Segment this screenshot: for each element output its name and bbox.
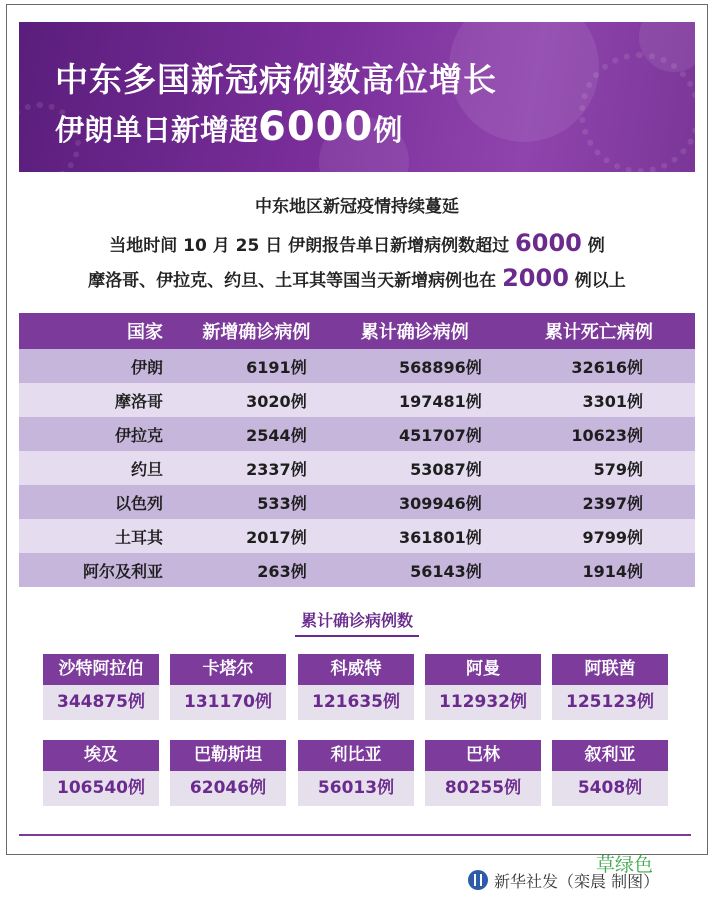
table-row <box>19 349 695 383</box>
card-case-count: 121635例 <box>298 685 414 720</box>
country-card <box>425 740 541 806</box>
total-deaths-cell: 2397例 <box>502 485 695 519</box>
new-cases-cell: 6191例 <box>185 349 327 383</box>
table-header-row <box>19 313 695 349</box>
cumulative-title-text: 累计确诊病例数 <box>295 608 419 637</box>
card-country-name: 卡塔尔 <box>170 654 286 685</box>
card-case-count: 106540例 <box>43 771 159 806</box>
total-cases-cell: 53087例 <box>327 451 502 485</box>
total-cases-cell: 197481例 <box>327 383 502 417</box>
subheadline-number: 6000 <box>258 104 374 150</box>
total-cases-cell: 361801例 <box>327 519 502 553</box>
header-banner <box>19 22 695 172</box>
column-header-country: 国家 <box>19 313 185 349</box>
subheadline-suffix: 例 <box>373 113 403 147</box>
country-card <box>552 740 668 806</box>
column-header-total-cases: 累计确诊病例 <box>327 313 502 349</box>
total-deaths-cell: 9799例 <box>502 519 695 553</box>
intro-line-3-text: 摩洛哥、伊拉克、约旦、土耳其等国当天新增病例也在 <box>88 271 503 291</box>
country-card <box>170 654 286 720</box>
credit-text: 新华社发（栾晨 制图） <box>494 871 660 891</box>
column-header-total-deaths: 累计死亡病例 <box>502 313 695 349</box>
cases-table <box>19 313 695 587</box>
country-card <box>43 654 159 720</box>
intro-line-3-number: 2000 <box>502 264 569 292</box>
country-cell: 约旦 <box>19 451 185 485</box>
total-cases-cell: 451707例 <box>327 417 502 451</box>
bottom-divider <box>19 834 691 836</box>
card-country-name: 科威特 <box>298 654 414 685</box>
card-country-name: 利比亚 <box>298 740 414 771</box>
subheadline <box>55 104 402 150</box>
cumulative-section-title <box>19 608 695 637</box>
total-cases-cell: 568896例 <box>327 349 502 383</box>
card-country-name: 阿曼 <box>425 654 541 685</box>
intro-line-2-text: 当地时间 10 月 25 日 伊朗报告单日新增病例数超过 <box>109 236 516 256</box>
card-case-count: 56013例 <box>298 771 414 806</box>
new-cases-cell: 533例 <box>185 485 327 519</box>
card-country-name: 叙利亚 <box>552 740 668 771</box>
xinhua-logo-icon <box>468 870 488 890</box>
country-card <box>43 740 159 806</box>
subheadline-prefix: 伊朗单日新增超 <box>55 113 259 147</box>
new-cases-cell: 2017例 <box>185 519 327 553</box>
total-deaths-cell: 3301例 <box>502 383 695 417</box>
table-row <box>19 485 695 519</box>
total-deaths-cell: 579例 <box>502 451 695 485</box>
card-country-name: 巴林 <box>425 740 541 771</box>
intro-line-2-number: 6000 <box>515 229 582 257</box>
intro-line-3-unit: 例以上 <box>568 271 626 291</box>
card-country-name: 埃及 <box>43 740 159 771</box>
country-card <box>170 740 286 806</box>
country-cell: 以色列 <box>19 485 185 519</box>
card-case-count: 112932例 <box>425 685 541 720</box>
card-case-count: 344875例 <box>43 685 159 720</box>
card-case-count: 80255例 <box>425 771 541 806</box>
country-cell: 摩洛哥 <box>19 383 185 417</box>
country-cell: 伊朗 <box>19 349 185 383</box>
table-row <box>19 451 695 485</box>
table-row <box>19 519 695 553</box>
table-row <box>19 417 695 451</box>
new-cases-cell: 2544例 <box>185 417 327 451</box>
new-cases-cell: 263例 <box>185 553 327 587</box>
country-card <box>298 740 414 806</box>
intro-line-1: 中东地区新冠疫情持续蔓延 <box>255 197 459 217</box>
total-cases-cell: 56143例 <box>327 553 502 587</box>
country-card <box>425 654 541 720</box>
country-cell: 阿尔及利亚 <box>19 553 185 587</box>
card-case-count: 62046例 <box>170 771 286 806</box>
table-row <box>19 553 695 587</box>
card-country-name: 阿联酋 <box>552 654 668 685</box>
intro-line-3 <box>19 264 695 292</box>
table-row <box>19 383 695 417</box>
country-cell: 伊拉克 <box>19 417 185 451</box>
total-deaths-cell: 32616例 <box>502 349 695 383</box>
country-card <box>298 654 414 720</box>
new-cases-cell: 3020例 <box>185 383 327 417</box>
total-deaths-cell: 10623例 <box>502 417 695 451</box>
card-country-name: 沙特阿拉伯 <box>43 654 159 685</box>
headline: 中东多国新冠病例数高位增长 <box>55 60 497 99</box>
intro-line-2 <box>19 229 695 257</box>
watermark: 草绿色 <box>596 854 654 876</box>
card-case-count: 5408例 <box>552 771 668 806</box>
total-cases-cell: 309946例 <box>327 485 502 519</box>
new-cases-cell: 2337例 <box>185 451 327 485</box>
column-header-new-cases: 新增确诊病例 <box>185 313 327 349</box>
card-country-name: 巴勒斯坦 <box>170 740 286 771</box>
total-deaths-cell: 1914例 <box>502 553 695 587</box>
card-case-count: 125123例 <box>552 685 668 720</box>
card-case-count: 131170例 <box>170 685 286 720</box>
country-card <box>552 654 668 720</box>
country-cell: 土耳其 <box>19 519 185 553</box>
intro-line-2-unit: 例 <box>581 236 605 256</box>
